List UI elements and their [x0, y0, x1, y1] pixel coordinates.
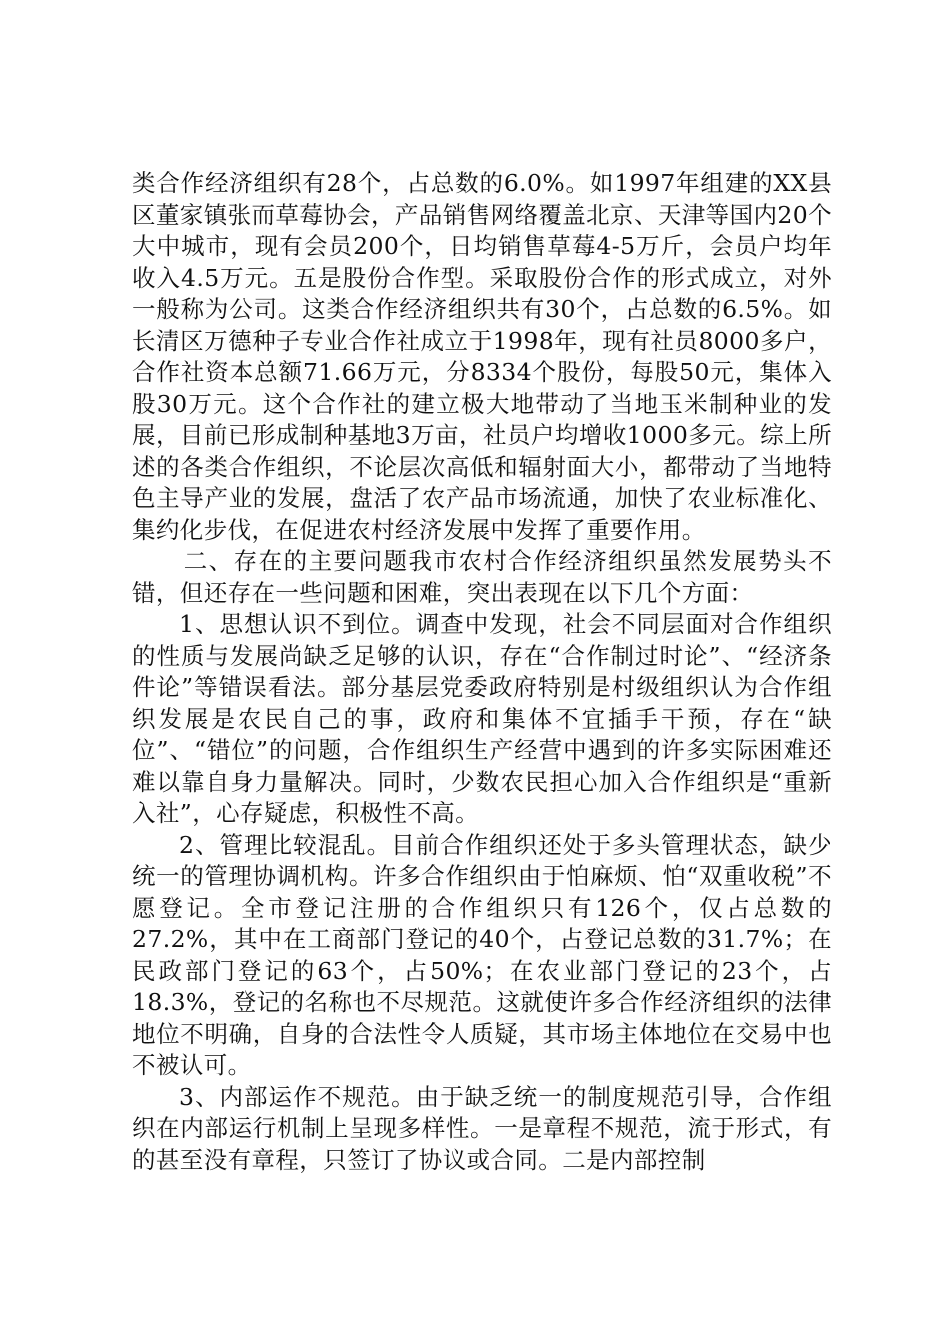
paragraph-problem-management: 2、管理比较混乱。目前合作组织还处于多头管理状态，缺少统一的管理协调机构。许多合作组织由于怕麻烦、怕“双重收税”不愿登记。全市登记注册的合作组织只有126个，仅占总数的27.2%，其中在工商部门登记的40个，占登记总数的31.7%；在民政部门登记的63个，占50%；在农业部门登记的23个，占18.3%，登记的名称也不尽规范。这就使许多合作经济组织的法律地位不明确，自身的合法性令人质疑，其市场主体地位在交易中也不被认可。: [132, 830, 832, 1079]
paragraph-problem-awareness: 1、思想认识不到位。调查中发现，社会不同层面对合作组织的性质与发展尚缺乏足够的认识，存在“合作制过时论”、“经济条件论”等错误看法。部分基层党委政府特别是村级组织认为合作组织发展是农民自己的事，政府和集体不宜插手干预，存在“缺位”、“错位”的问题，合作组织生产经营中遇到的许多实际困难还难以靠自身力量解决。同时，少数农民担心加入合作组织是“重新入社”，心存疑虑，积极性不高。: [132, 610, 832, 827]
document-body: [132, 168, 832, 1176]
paragraph-problem-internal-operation: 3、内部运作不规范。由于缺乏统一的制度规范引导，合作组织在内部运行机制上呈现多样性。一是章程不规范，流于形式，有的甚至没有章程，只签订了协议或合同。二是内部控制: [132, 1082, 832, 1174]
paragraph-cooperative-types: 类合作经济组织有28个，占总数的6.0%。如1997年组建的XX县区董家镇张而草莓协会，产品销售网络覆盖北京、天津等国内20个大中城市，现有会员200个，日均销售草莓4-5万斤，会员户均年收入4.5万元。五是股份合作型。采取股份合作的形式成立，对外一般称为公司。这类合作经济组织共有30个，占总数的6.5%。如长清区万德种子专业合作社成立于1998年，现有社员8000多户，合作社资本总额71.66万元，分8334个股份，每股50元，集体入股30万元。这个合作社的建立极大地带动了当地玉米制种业的发展，目前已形成制种基地3万亩，社员户均增收1000多元。综上所述的各类合作组织，不论层次高低和辐射面大小，都带动了当地特色主导产业的发展，盘活了农产品市场流通，加快了农业标准化、集约化步伐，在促进农村经济发展中发挥了重要作用。: [132, 169, 832, 544]
paragraph-main-problems-heading: 二、存在的主要问题我市农村合作经济组织虽然发展势头不错，但还存在一些问题和困难，突出表现在以下几个方面：: [132, 547, 832, 607]
